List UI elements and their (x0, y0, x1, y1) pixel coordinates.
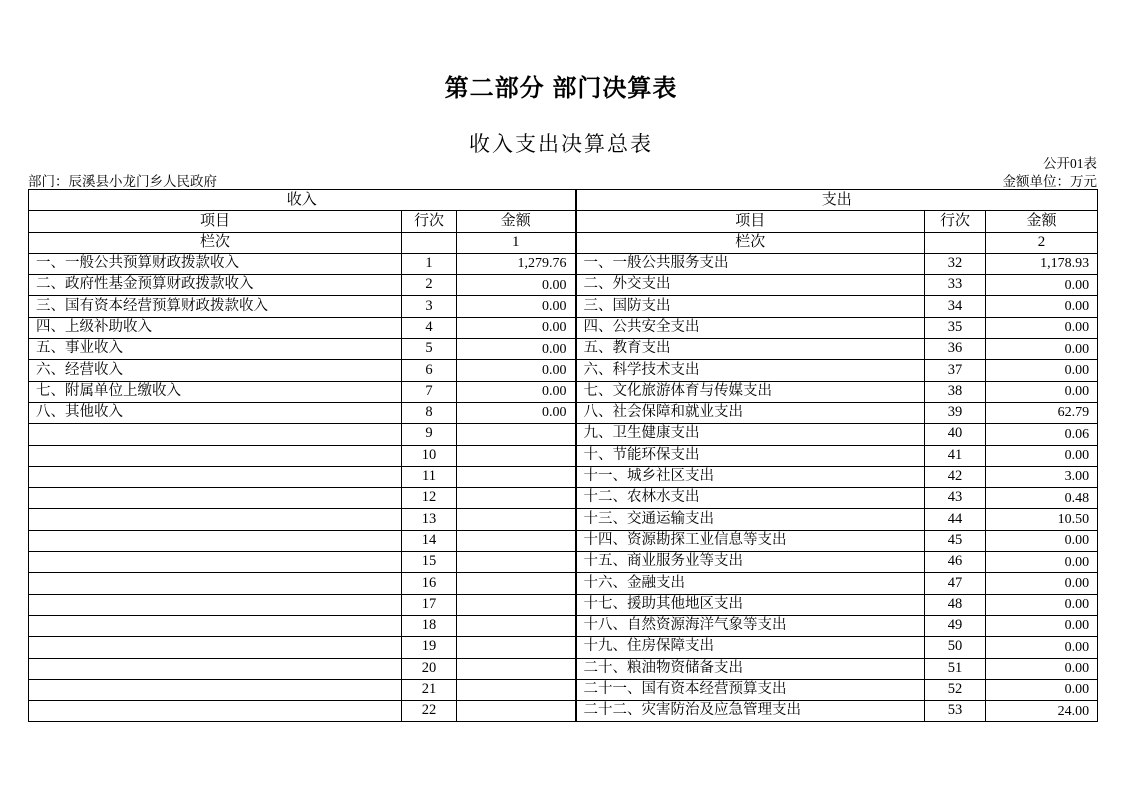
expense-amount-cell: 0.00 (986, 552, 1098, 573)
expense-item-cell: 十、节能环保支出 (576, 445, 925, 466)
table-row (29, 317, 1098, 338)
income-line-cell: 22 (402, 701, 457, 722)
expense-amount-cell: 0.00 (986, 637, 1098, 658)
income-line-cell: 1 (402, 253, 457, 274)
income-line-cell: 21 (402, 679, 457, 700)
income-amount-cell: 0.00 (457, 360, 576, 381)
income-amount-cell (457, 424, 576, 445)
income-item-cell: 三、国有资本经营预算财政拨款收入 (29, 296, 402, 317)
expense-index-label: 栏次 (576, 232, 925, 253)
income-line-cell: 17 (402, 594, 457, 615)
expense-index-number: 2 (986, 232, 1098, 253)
table-row (29, 360, 1098, 381)
income-line-cell: 16 (402, 573, 457, 594)
income-item-cell: 六、经营收入 (29, 360, 402, 381)
expense-line-cell: 41 (925, 445, 986, 466)
expense-line-cell: 46 (925, 552, 986, 573)
income-item-cell (29, 424, 402, 445)
income-line-cell: 13 (402, 509, 457, 530)
expense-item-cell: 二十一、国有资本经营预算支出 (576, 679, 925, 700)
expense-line-cell: 44 (925, 509, 986, 530)
expense-item-cell: 十九、住房保障支出 (576, 637, 925, 658)
income-item-cell (29, 530, 402, 551)
income-line-cell: 11 (402, 466, 457, 487)
expense-line-cell: 52 (925, 679, 986, 700)
expense-amount-cell: 62.79 (986, 402, 1098, 423)
expense-line-cell: 43 (925, 488, 986, 509)
expense-line-cell: 48 (925, 594, 986, 615)
income-amount-cell (457, 679, 576, 700)
expense-line-cell: 38 (925, 381, 986, 402)
expense-line-cell: 32 (925, 253, 986, 274)
income-amount-cell: 0.00 (457, 317, 576, 338)
expense-line-cell: 33 (925, 275, 986, 296)
income-amount-cell (457, 509, 576, 530)
expense-line-cell: 37 (925, 360, 986, 381)
income-amount-cell (457, 552, 576, 573)
income-line-cell: 2 (402, 275, 457, 296)
section-header-row (29, 190, 1098, 211)
expense-line-cell: 50 (925, 637, 986, 658)
table-row (29, 339, 1098, 360)
expense-amount-cell: 0.00 (986, 360, 1098, 381)
expense-item-cell: 七、文化旅游体育与传媒支出 (576, 381, 925, 402)
expense-amount-cell: 0.00 (986, 679, 1098, 700)
income-line-cell: 20 (402, 658, 457, 679)
expense-item-cell: 十七、援助其他地区支出 (576, 594, 925, 615)
income-item-cell: 二、政府性基金预算财政拨款收入 (29, 275, 402, 296)
income-item-cell (29, 637, 402, 658)
expense-amount-cell: 0.00 (986, 445, 1098, 466)
income-line-cell: 10 (402, 445, 457, 466)
income-amount-header: 金额 (457, 211, 576, 232)
table-row (29, 509, 1098, 530)
expense-amount-cell: 0.00 (986, 594, 1098, 615)
income-item-cell (29, 445, 402, 466)
table-title: 收入支出决算总表 (469, 132, 653, 156)
income-item-cell (29, 701, 402, 722)
department-label: 部门：辰溪县小龙门乡人民政府 (28, 174, 217, 189)
table-row (29, 530, 1098, 551)
income-amount-cell (457, 488, 576, 509)
expense-item-cell: 三、国防支出 (576, 296, 925, 317)
expense-item-cell: 十四、资源勘探工业信息等支出 (576, 530, 925, 551)
income-item-cell (29, 615, 402, 636)
table-row (29, 594, 1098, 615)
income-amount-cell (457, 701, 576, 722)
unit-label: 金额单位：万元 (1002, 174, 1097, 189)
income-item-cell: 四、上级补助收入 (29, 317, 402, 338)
income-amount-cell: 0.00 (457, 381, 576, 402)
table-row (29, 488, 1098, 509)
expense-line-cell: 51 (925, 658, 986, 679)
table-row (29, 701, 1098, 722)
income-line-cell: 19 (402, 637, 457, 658)
income-line-cell: 3 (402, 296, 457, 317)
income-item-cell: 七、附属单位上缴收入 (29, 381, 402, 402)
expense-amount-cell: 0.00 (986, 530, 1098, 551)
income-item-cell (29, 658, 402, 679)
income-item-cell (29, 466, 402, 487)
expense-amount-header: 金额 (986, 211, 1098, 232)
column-index-row (29, 232, 1098, 253)
expense-line-cell: 53 (925, 701, 986, 722)
income-line-cell: 9 (402, 424, 457, 445)
expense-line-cell: 36 (925, 339, 986, 360)
income-item-cell (29, 594, 402, 615)
table-row (29, 573, 1098, 594)
table-body (29, 253, 1098, 722)
expense-line-cell: 47 (925, 573, 986, 594)
expense-line-cell: 35 (925, 317, 986, 338)
expense-amount-cell: 0.48 (986, 488, 1098, 509)
table-row (29, 275, 1098, 296)
expense-amount-cell: 0.06 (986, 424, 1098, 445)
expense-item-header: 项目 (576, 211, 925, 232)
income-line-cell: 8 (402, 402, 457, 423)
table-row (29, 402, 1098, 423)
expense-item-cell: 十八、自然资源海洋气象等支出 (576, 615, 925, 636)
expense-amount-cell: 0.00 (986, 381, 1098, 402)
expense-index-blank (925, 232, 986, 253)
income-index-number: 1 (457, 232, 576, 253)
expense-amount-cell: 0.00 (986, 296, 1098, 317)
income-index-label: 栏次 (29, 232, 402, 253)
income-amount-cell (457, 594, 576, 615)
table-row (29, 253, 1098, 274)
income-amount-cell (457, 530, 576, 551)
income-amount-cell: 0.00 (457, 339, 576, 360)
income-line-cell: 15 (402, 552, 457, 573)
income-amount-cell: 0.00 (457, 402, 576, 423)
table-row (29, 552, 1098, 573)
income-item-cell: 一、一般公共预算财政拨款收入 (29, 253, 402, 274)
income-amount-cell: 1,279.76 (457, 253, 576, 274)
expense-amount-cell: 0.00 (986, 339, 1098, 360)
expense-line-cell: 39 (925, 402, 986, 423)
income-line-cell: 6 (402, 360, 457, 381)
expense-amount-cell: 3.00 (986, 466, 1098, 487)
table-row (29, 615, 1098, 636)
part-title: 第二部分 部门决算表 (444, 75, 678, 102)
income-amount-cell (457, 615, 576, 636)
expense-line-cell: 45 (925, 530, 986, 551)
table-row (29, 296, 1098, 317)
expense-amount-cell: 1,178.93 (986, 253, 1098, 274)
expense-item-cell: 十二、农林水支出 (576, 488, 925, 509)
expense-item-cell: 九、卫生健康支出 (576, 424, 925, 445)
table-row (29, 381, 1098, 402)
expense-amount-cell: 0.00 (986, 615, 1098, 636)
expense-item-cell: 一、一般公共服务支出 (576, 253, 925, 274)
expense-item-cell: 四、公共安全支出 (576, 317, 925, 338)
expense-line-cell: 42 (925, 466, 986, 487)
income-line-cell: 4 (402, 317, 457, 338)
income-amount-cell (457, 445, 576, 466)
expense-item-cell: 八、社会保障和就业支出 (576, 402, 925, 423)
income-line-cell: 12 (402, 488, 457, 509)
expense-section-header: 支出 (576, 190, 1098, 211)
income-line-cell: 18 (402, 615, 457, 636)
expense-line-cell: 34 (925, 296, 986, 317)
income-item-cell: 八、其他收入 (29, 402, 402, 423)
income-amount-cell: 0.00 (457, 296, 576, 317)
table-row (29, 679, 1098, 700)
income-item-cell (29, 509, 402, 530)
expense-amount-cell: 0.00 (986, 317, 1098, 338)
expense-item-cell: 十六、金融支出 (576, 573, 925, 594)
expense-item-cell: 五、教育支出 (576, 339, 925, 360)
column-header-row (29, 211, 1098, 232)
income-item-cell (29, 679, 402, 700)
expense-line-header: 行次 (925, 211, 986, 232)
income-item-cell (29, 488, 402, 509)
expense-amount-cell: 0.00 (986, 573, 1098, 594)
expense-item-cell: 十五、商业服务业等支出 (576, 552, 925, 573)
expense-item-cell: 二、外交支出 (576, 275, 925, 296)
table-row (29, 658, 1098, 679)
sheet-code: 公开01表 (1043, 156, 1097, 171)
meta-line (28, 170, 1097, 190)
table-row (29, 466, 1098, 487)
income-amount-cell (457, 466, 576, 487)
income-amount-cell: 0.00 (457, 275, 576, 296)
income-line-header: 行次 (402, 211, 457, 232)
expense-item-cell: 六、科学技术支出 (576, 360, 925, 381)
expense-amount-cell: 10.50 (986, 509, 1098, 530)
expense-line-cell: 49 (925, 615, 986, 636)
income-amount-cell (457, 573, 576, 594)
income-section-header: 收入 (29, 190, 576, 211)
income-item-cell (29, 552, 402, 573)
income-item-cell: 五、事业收入 (29, 339, 402, 360)
expense-amount-cell: 0.00 (986, 275, 1098, 296)
table-row (29, 637, 1098, 658)
income-index-blank (402, 232, 457, 253)
expense-item-cell: 十一、城乡社区支出 (576, 466, 925, 487)
income-amount-cell (457, 658, 576, 679)
expense-item-cell: 十三、交通运输支出 (576, 509, 925, 530)
income-amount-cell (457, 637, 576, 658)
expense-amount-cell: 0.00 (986, 658, 1098, 679)
expense-line-cell: 40 (925, 424, 986, 445)
expense-amount-cell: 24.00 (986, 701, 1098, 722)
revenue-expenditure-table (28, 189, 1098, 722)
expense-item-cell: 二十二、灾害防治及应急管理支出 (576, 701, 925, 722)
income-line-cell: 14 (402, 530, 457, 551)
income-line-cell: 5 (402, 339, 457, 360)
income-item-header: 项目 (29, 211, 402, 232)
expense-item-cell: 二十、粮油物资储备支出 (576, 658, 925, 679)
table-row (29, 445, 1098, 466)
income-line-cell: 7 (402, 381, 457, 402)
table-row (29, 424, 1098, 445)
income-item-cell (29, 573, 402, 594)
